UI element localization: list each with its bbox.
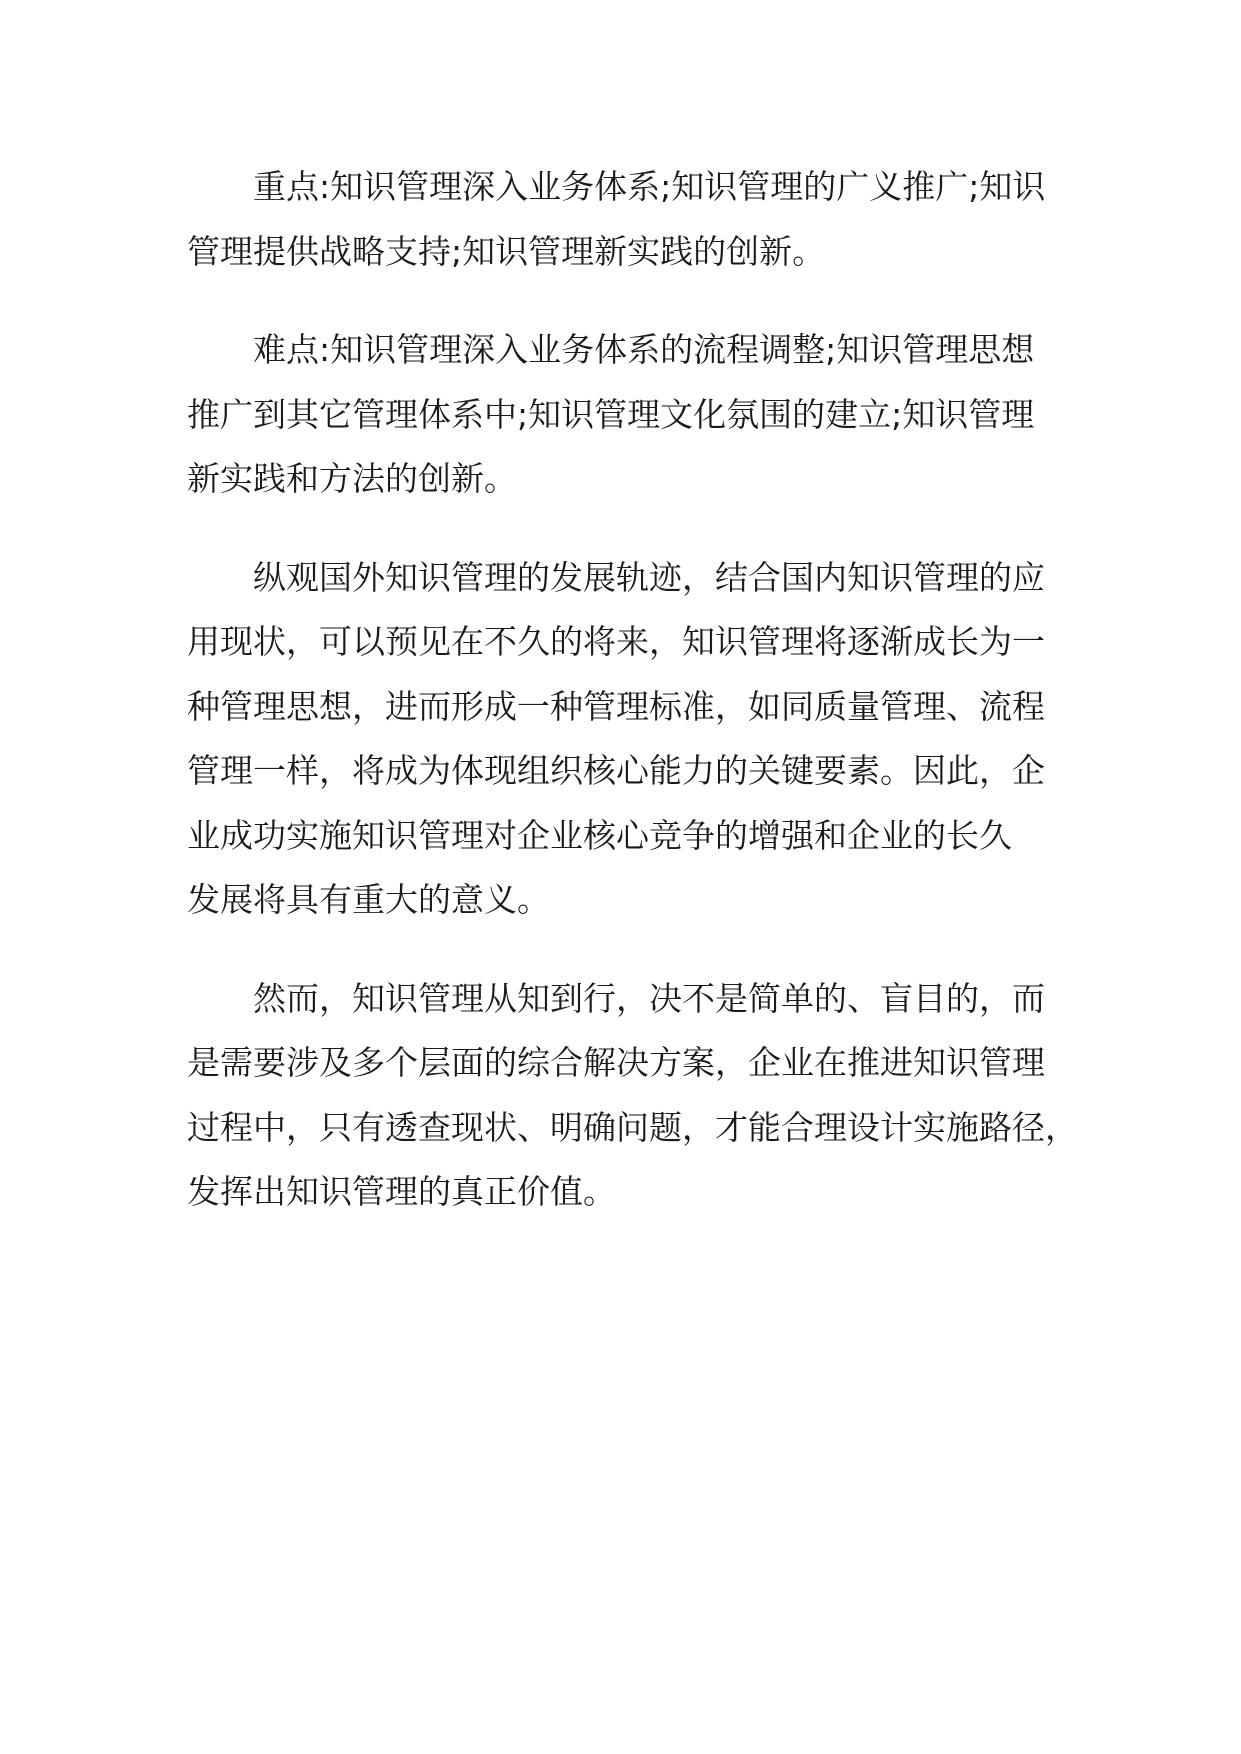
paragraph-line: 业成功实施知识管理对企业核心竞争的增强和企业的长久	[187, 815, 1012, 855]
paragraph-line: 新实践和方法的创新。	[187, 459, 517, 498]
paragraph-line: 推广到其它管理体系中;知识管理文化氛围的建立;知识管理	[187, 394, 1035, 434]
paragraph-line: 过程中，只有透查现状、明确问题，才能合理设计实施路径，	[187, 1107, 1078, 1147]
paragraph-line: 用现状，可以预见在不久的将来，知识管理将逐渐成长为一	[187, 622, 1045, 661]
paragraph-key-points	[187, 155, 1067, 284]
paragraph-line: 发挥出知识管理的真正价值。	[187, 1172, 616, 1211]
paragraph-line: 纵观国外知识管理的发展轨迹，结合国内知识管理的应	[253, 557, 1045, 597]
paragraph-line: 种管理思想，进而形成一种管理标准，如同质量管理、流程	[187, 686, 1045, 726]
paragraph-line: 管理提供战略支持;知识管理新实践的创新。	[187, 231, 826, 271]
paragraph-difficulties	[187, 318, 1067, 512]
paragraph-conclusion	[187, 967, 1078, 1225]
paragraph-line: 管理一样，将成为体现组织核心能力的关键要素。因此，企	[187, 751, 1045, 790]
paragraph-line: 难点:知识管理深入业务体系的流程调整;知识管理思想	[253, 330, 1035, 369]
paragraph-outlook	[187, 546, 1067, 933]
paragraph-line: 然而，知识管理从知到行，决不是简单的、盲目的，而	[253, 978, 1045, 1018]
paragraph-line: 是需要涉及多个层面的综合解决方案，企业在推进知识管理	[187, 1043, 1045, 1082]
paragraph-line: 发展将具有重大的意义。	[187, 880, 550, 919]
document-body	[187, 155, 1078, 1259]
paragraph-line: 重点:知识管理深入业务体系;知识管理的广义推广;知识	[253, 167, 1046, 206]
